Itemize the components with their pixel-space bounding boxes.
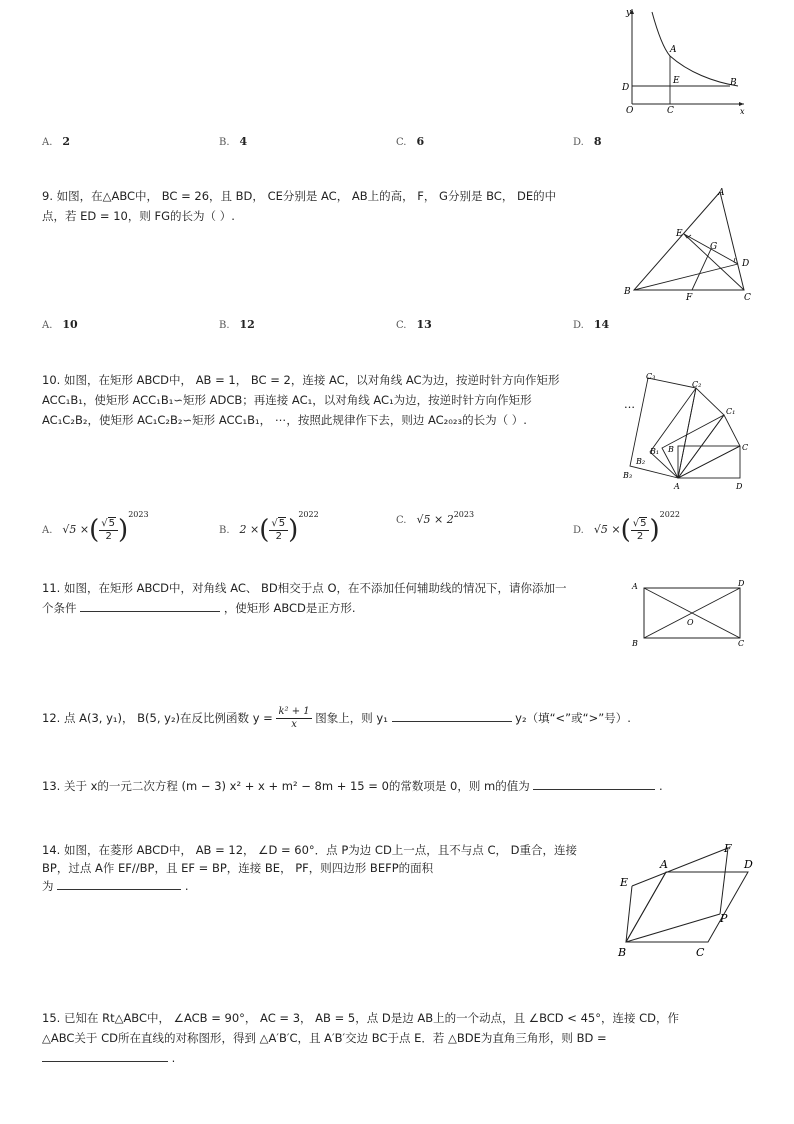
fig10-label-b: B — [668, 445, 674, 454]
q11-answer-blank[interactable] — [80, 599, 220, 612]
q8-options — [42, 135, 602, 157]
q13-answer-blank[interactable] — [533, 777, 655, 790]
fig14-label-e: E — [620, 876, 629, 889]
fig11-label-b: B — [632, 639, 638, 648]
fig8-label-c: C — [667, 106, 674, 116]
fig9-label-a: A — [718, 188, 725, 198]
q9-text-line1: 9. 如图，在△ABC中， BC = 26，且 BD， CE分别是 AC， AB上的高， F， G分别是 BC， DE的中 — [42, 189, 557, 203]
q10-options — [42, 504, 680, 546]
fig10-ellipsis: … — [624, 398, 635, 411]
q10-option-a[interactable]: A. √5 ×( $\frac{√5}{2}$ )$^{2023}$ — [42, 510, 149, 545]
q10-text-line2: ACC₁B₁，使矩形 ACC₁B₁∽矩形 ADCB；再连接 AC₁，以对角线 AC₁为边，按逆时针方向作矩形 — [42, 393, 532, 407]
fig11-label-d: D — [738, 579, 745, 588]
fig14-label-c: C — [696, 946, 705, 959]
fig9-label-c: C — [744, 293, 751, 303]
q9-option-b[interactable]: B. 12 — [219, 318, 255, 331]
fig14-label-d: D — [744, 858, 753, 871]
q11-text-line1: 11. 如图，在矩形 ABCD中，对角线 AC、 BD相交于点 O，在不添加任何辅助线的情况下，请你添加一 — [42, 581, 567, 595]
q14-text-line3: 为 . — [42, 879, 189, 893]
q8-option-b[interactable]: B. 4 — [219, 135, 248, 148]
fig10-label-c1: C₁ — [726, 407, 736, 416]
fig14-label-p: P — [720, 912, 728, 925]
q12-text: 12. 点 A(3, y₁)， B(5, y₂)在反比例函数 y = $\frac{\text{k² + 1}}{x}$ 图象上，则 y₁ y₂（填“<”或“>”号）. — [42, 706, 631, 730]
q14-text-line2: BP，过点 A作 EF//BP，且 EF = BP，连接 BE， PF，则四边形 BEFP的面积 — [42, 861, 434, 875]
fig8-label-d: D — [622, 83, 630, 93]
fig9-label-f: F — [686, 293, 693, 303]
q11-rectangle-figure — [626, 576, 752, 652]
fig9-label-d: D — [742, 259, 750, 269]
q15-text-line3: . — [42, 1048, 175, 1068]
fig11-label-c: C — [738, 639, 745, 648]
fig8-label-o: O — [626, 106, 634, 116]
q8-option-d[interactable]: D. 8 — [573, 135, 602, 148]
q8-option-a[interactable]: A. 2 — [42, 135, 71, 148]
q13-text: 13. 关于 x的一元二次方程 (m − 3) x² + x + m² − 8m + 15 = 0的常数项是 0，则 m的值为 . — [42, 779, 663, 793]
fig14-label-a: A — [660, 858, 668, 871]
fig9-label-g: G — [710, 242, 718, 252]
fig10-label-a: A — [674, 482, 680, 491]
q10-text-line1: 10. 如图，在矩形 ABCD中， AB = 1， BC = 2，连接 AC，以对角线 AC为边，按逆时针方向作矩形 — [42, 373, 560, 387]
fig10-label-b3: B₃ — [623, 471, 633, 480]
fig10-label-d: D — [736, 482, 743, 491]
q10-option-c[interactable]: C. $√5 \times 2^{2023}$ — [396, 510, 475, 526]
q15-text-line2: △ABC关于 CD所在直线的对称图形，得到 △A′B′C，且 A′B′交边 BC于点 E．若 △BDE为直角三角形，则 BD = — [42, 1031, 607, 1045]
q9-option-a[interactable]: A. 10 — [42, 318, 78, 331]
fig11-label-a: A — [632, 582, 638, 591]
fig8-label-b: B — [730, 78, 737, 88]
q10-option-d[interactable]: D. √5 ×( $\frac{√5}{2}$ )$^{2022}$ — [573, 510, 680, 545]
q9-triangle-figure — [620, 186, 756, 304]
fig11-label-o: O — [687, 618, 694, 627]
fig8-label-y: y — [626, 8, 632, 18]
q8-option-c[interactable]: C. 6 — [396, 135, 425, 148]
q15-answer-blank[interactable] — [42, 1049, 168, 1062]
fig10-label-c: C — [742, 443, 749, 452]
q14-answer-blank[interactable] — [57, 877, 181, 890]
q10-rectangles-figure — [620, 366, 760, 494]
fig9-label-b: B — [624, 287, 631, 297]
fig8-label-x: x — [740, 107, 745, 116]
q14-text-line1: 14. 如图，在菱形 ABCD中， AB = 12， ∠D = 60°．点 P为边 CD上一点，且不与点 C， D重合，连接 — [42, 843, 578, 857]
q15-text-line1: 15. 已知在 Rt△ABC中， ∠ACB = 90°， AC = 3， AB = 5，点 D是边 AB上的一个动点，且 ∠BCD < 45°，连接 CD，作 — [42, 1011, 680, 1025]
q8-hyperbola-figure — [618, 4, 748, 116]
q14-rhombus-figure — [612, 838, 782, 962]
q9-options — [42, 318, 610, 340]
fig8-label-a: A — [670, 45, 677, 55]
q9-option-d[interactable]: D. 14 — [573, 318, 610, 331]
fig10-label-c2: C₂ — [692, 380, 702, 389]
fig10-label-c3: C₃ — [646, 372, 656, 381]
fig10-label-b1: B₁ — [650, 447, 660, 456]
q10-text-line3: AC₁C₂B₂，使矩形 AC₁C₂B₂∽矩形 ACC₁B₁， ⋯，按照此规律作下去，则边 AC₂₀₂₃的长为（ ）. — [42, 413, 527, 427]
fig14-label-b: B — [618, 946, 627, 959]
q10-option-b[interactable]: B. 2 ×( $\frac{√5}{2}$ )$^{2022}$ — [219, 510, 319, 545]
fig10-label-b2: B₂ — [636, 457, 646, 466]
fig9-label-e: E — [676, 229, 683, 239]
q11-text-line2: 个条件 ，使矩形 ABCD是正方形. — [42, 601, 356, 615]
q9-option-c[interactable]: C. 13 — [396, 318, 432, 331]
q9-text-line2: 点，若 ED = 10，则 FG的长为（ ）. — [42, 209, 235, 223]
fig8-label-e: E — [673, 76, 680, 86]
q12-answer-blank[interactable] — [392, 709, 512, 722]
fig14-label-f: F — [724, 842, 732, 855]
